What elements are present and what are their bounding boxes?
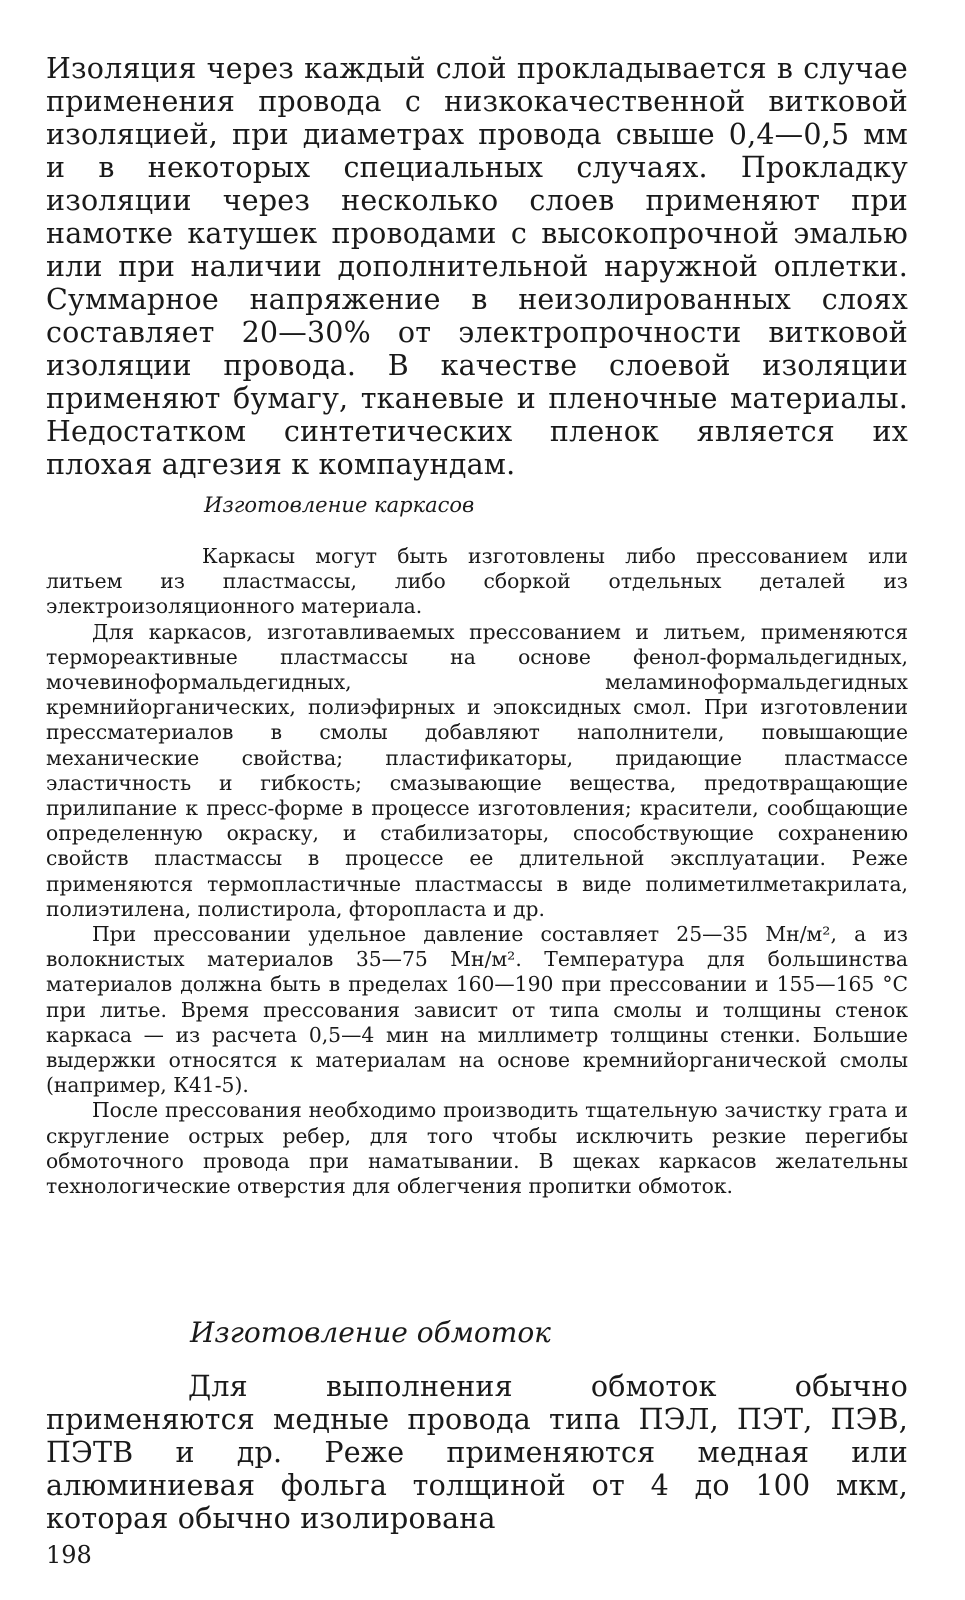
page-number: 198 [46, 1541, 92, 1569]
frames-paragraph-2: Для каркасов, изготавливаемых прессованием и литьем, применяются термореактивные пластмассы на основе фенол-формальдегидных, мочевиноформальдегидных, меламиноформальдегидных кремнийорганических, полиэфирных и эпоксидных смол. При изготовлении прессматериалов в смолы добавляют наполнители, повышающие механические свойства; пластификаторы, придающие пластмассе эластичность и гибкость; смазывающие вещества, предотвращающие прилипание к пресс-форме в процессе изготовления; красители, сообщающие определенную окраску, и стабилизаторы, способствующие сохранению свойств пластмассы в процессе ее длительной эксплуатации. Реже применяются термопластичные пластмассы в виде полиметилметакрилата, полиэтилена, полистирола, фторопласта и др. [46, 619, 908, 921]
section-heading-frames: Изготовление каркасов [204, 493, 475, 517]
frames-paragraph-1: Каркасы могут быть изготовлены либо прессованием или литьем из пластмассы, либо сборкой отдельных деталей из электроизоляционного материала. [46, 544, 908, 619]
frames-paragraph-4: После прессования необходимо производить тщательную зачистку грата и скругление острых ребер, для того чтобы исключить резкие перегибы обмоточного провода при наматывании. В щеках каркасов желательны технологические отверстия для облегчения пропитки обмоток. [46, 1098, 908, 1199]
section-frames-body [46, 544, 908, 1199]
windings-paragraph: Для выполнения обмоток обычно применяются медные провода типа ПЭЛ, ПЭТ, ПЭВ, ПЭТВ и др. Реже применяются медная или алюминиевая фольга толщиной от 4 до 100 мкм, которая обычно изолирована [46, 1370, 908, 1535]
intro-paragraph: Изоляция через каждый слой прокладывается в случае применения провода с низкокачественной витковой изоляцией, при диаметрах провода свыше 0,4—0,5 мм и в некоторых специальных случаях. Прокладку изоляции через несколько слоев применяют при намотке катушек проводами с высокопрочной эмалью или при наличии дополнительной наружной оплетки. Суммарное напряжение в неизолированных слоях составляет 20—30% от электропрочности витковой изоляции провода. В качестве слоевой изоляции применяют бумагу, тканевые и пленочные материалы. Недостатком синтетических пленок является их плохая адгезия к компаундам. [46, 52, 908, 481]
frames-paragraph-3: При прессовании удельное давление составляет 25—35 Мн/м², а из волокнистых материалов 35—75 Мн/м². Температура для большинства материалов должна быть в пределах 160—190 при прессовании и 155—165 °С при литье. Время прессования зависит от типа смолы и толщины стенок каркаса — из расчета 0,5—4 мин на миллиметр толщины стенки. Большие выдержки относятся к материалам на основе кремнийорганической смолы (например, К41-5). [46, 922, 908, 1098]
section-heading-windings: Изготовление обмоток [190, 1316, 551, 1349]
